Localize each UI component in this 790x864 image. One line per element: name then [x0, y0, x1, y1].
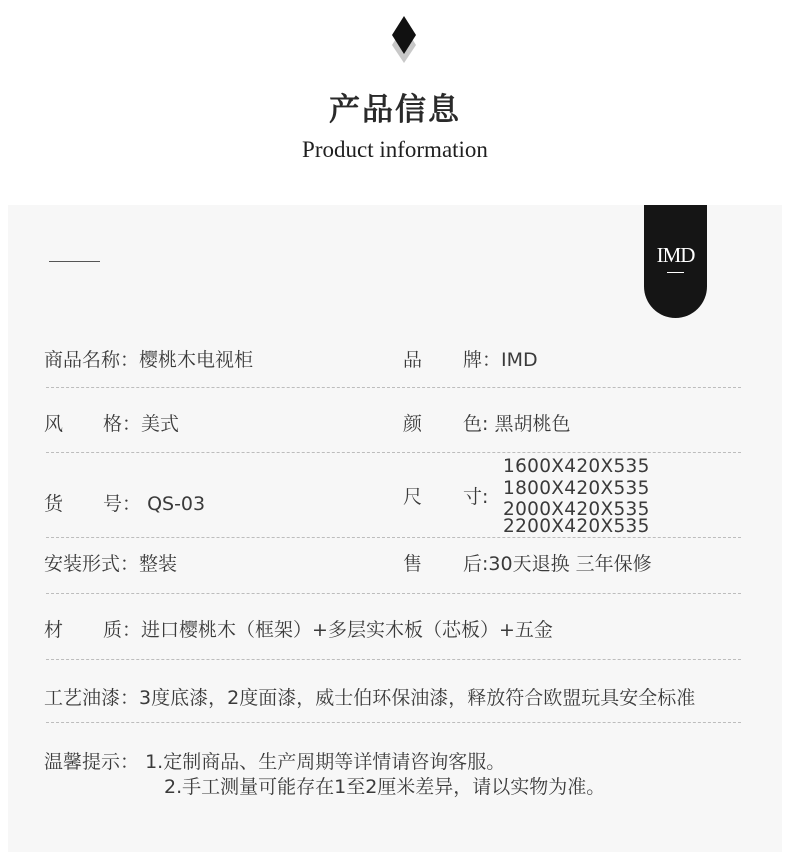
- model-value: QS-03: [147, 493, 206, 515]
- brand-value: IMD: [501, 349, 538, 371]
- aftersale-label-second: 后: [463, 553, 483, 575]
- row-divider: [46, 452, 741, 453]
- size-value-4: 2200X420X535: [503, 516, 650, 537]
- product-name-row: [44, 345, 253, 372]
- row-divider: [46, 722, 741, 723]
- brand-label-first: 品: [403, 349, 423, 371]
- style-label-second: 格: [103, 413, 123, 435]
- material-row: [103, 615, 553, 642]
- brand-row: [463, 345, 538, 372]
- brand-tag: [644, 205, 707, 318]
- brand-tag-underline: [667, 272, 684, 273]
- label-colon: ：: [120, 687, 140, 709]
- material-label-first: 材: [44, 619, 64, 641]
- tips-line-2: 2.手工测量可能存在1至2厘米差异，请以实物为准。: [164, 776, 606, 798]
- material-value: 进口樱桃木（框架）+多层实木板（芯板）+五金: [141, 619, 553, 641]
- row-divider: [46, 537, 741, 538]
- row-divider: [46, 659, 741, 660]
- decorative-divider: [49, 261, 100, 262]
- row-divider: [46, 593, 741, 594]
- size-value-3: 2000X420X535: [503, 499, 650, 520]
- brand-tag-text: IMD: [656, 243, 695, 267]
- size-label-second: 寸: [463, 486, 483, 508]
- brand-label-second: 牌: [463, 349, 483, 371]
- finish-row: [44, 683, 695, 710]
- style-label-first: 风: [44, 413, 64, 435]
- model-row: [103, 489, 205, 516]
- style-value: 美式: [141, 413, 180, 435]
- install-value: 整装: [139, 553, 178, 575]
- label-colon: :: [482, 486, 489, 508]
- model-label-first: 货: [44, 493, 64, 515]
- aftersale-label-first: 售: [403, 553, 423, 575]
- aftersale-row: [463, 549, 652, 576]
- label-colon: ：: [122, 413, 142, 435]
- label-colon: ：: [120, 553, 140, 575]
- product-name-label: 商品名称: [44, 349, 121, 371]
- size-value-2: 1800X420X535: [503, 478, 650, 499]
- product-name-value: 樱桃木电视柜: [139, 349, 254, 371]
- label-colon: ：: [122, 619, 142, 641]
- color-label-first: 颜: [403, 413, 423, 435]
- model-label-second: 号: [103, 493, 123, 515]
- tips-line-1: 1.定制商品、生产周期等详情请咨询客服。: [145, 751, 506, 773]
- tips-row: [44, 747, 505, 774]
- label-colon: ：: [122, 493, 148, 515]
- color-value: 黑胡桃色: [494, 413, 571, 435]
- label-colon: ：: [482, 349, 502, 371]
- row-divider: [46, 387, 741, 388]
- install-row: [44, 549, 177, 576]
- finish-value: 3度底漆，2度面漆，威士伯环保油漆，释放符合欧盟玩具安全标准: [139, 687, 696, 709]
- diamond-ornament-icon: [389, 16, 419, 64]
- style-row: [103, 409, 179, 436]
- install-label: 安装形式: [44, 553, 121, 575]
- size-label-first: 尺: [403, 486, 423, 508]
- label-colon: :: [482, 413, 495, 435]
- finish-label: 工艺油漆: [44, 687, 121, 709]
- label-colon: :: [482, 553, 489, 575]
- size-value-1: 1600X420X535: [503, 456, 650, 477]
- color-row: [463, 409, 570, 436]
- material-label-second: 质: [103, 619, 123, 641]
- color-label-second: 色: [463, 413, 483, 435]
- aftersale-value: 30天退换 三年保修: [488, 553, 652, 575]
- label-colon: ：: [120, 751, 146, 773]
- label-colon: ：: [120, 349, 140, 371]
- tips-label: 温馨提示: [44, 751, 121, 773]
- page-subtitle: Product information: [302, 137, 488, 162]
- size-label-row: [463, 482, 488, 509]
- page-title: 产品信息: [329, 92, 461, 128]
